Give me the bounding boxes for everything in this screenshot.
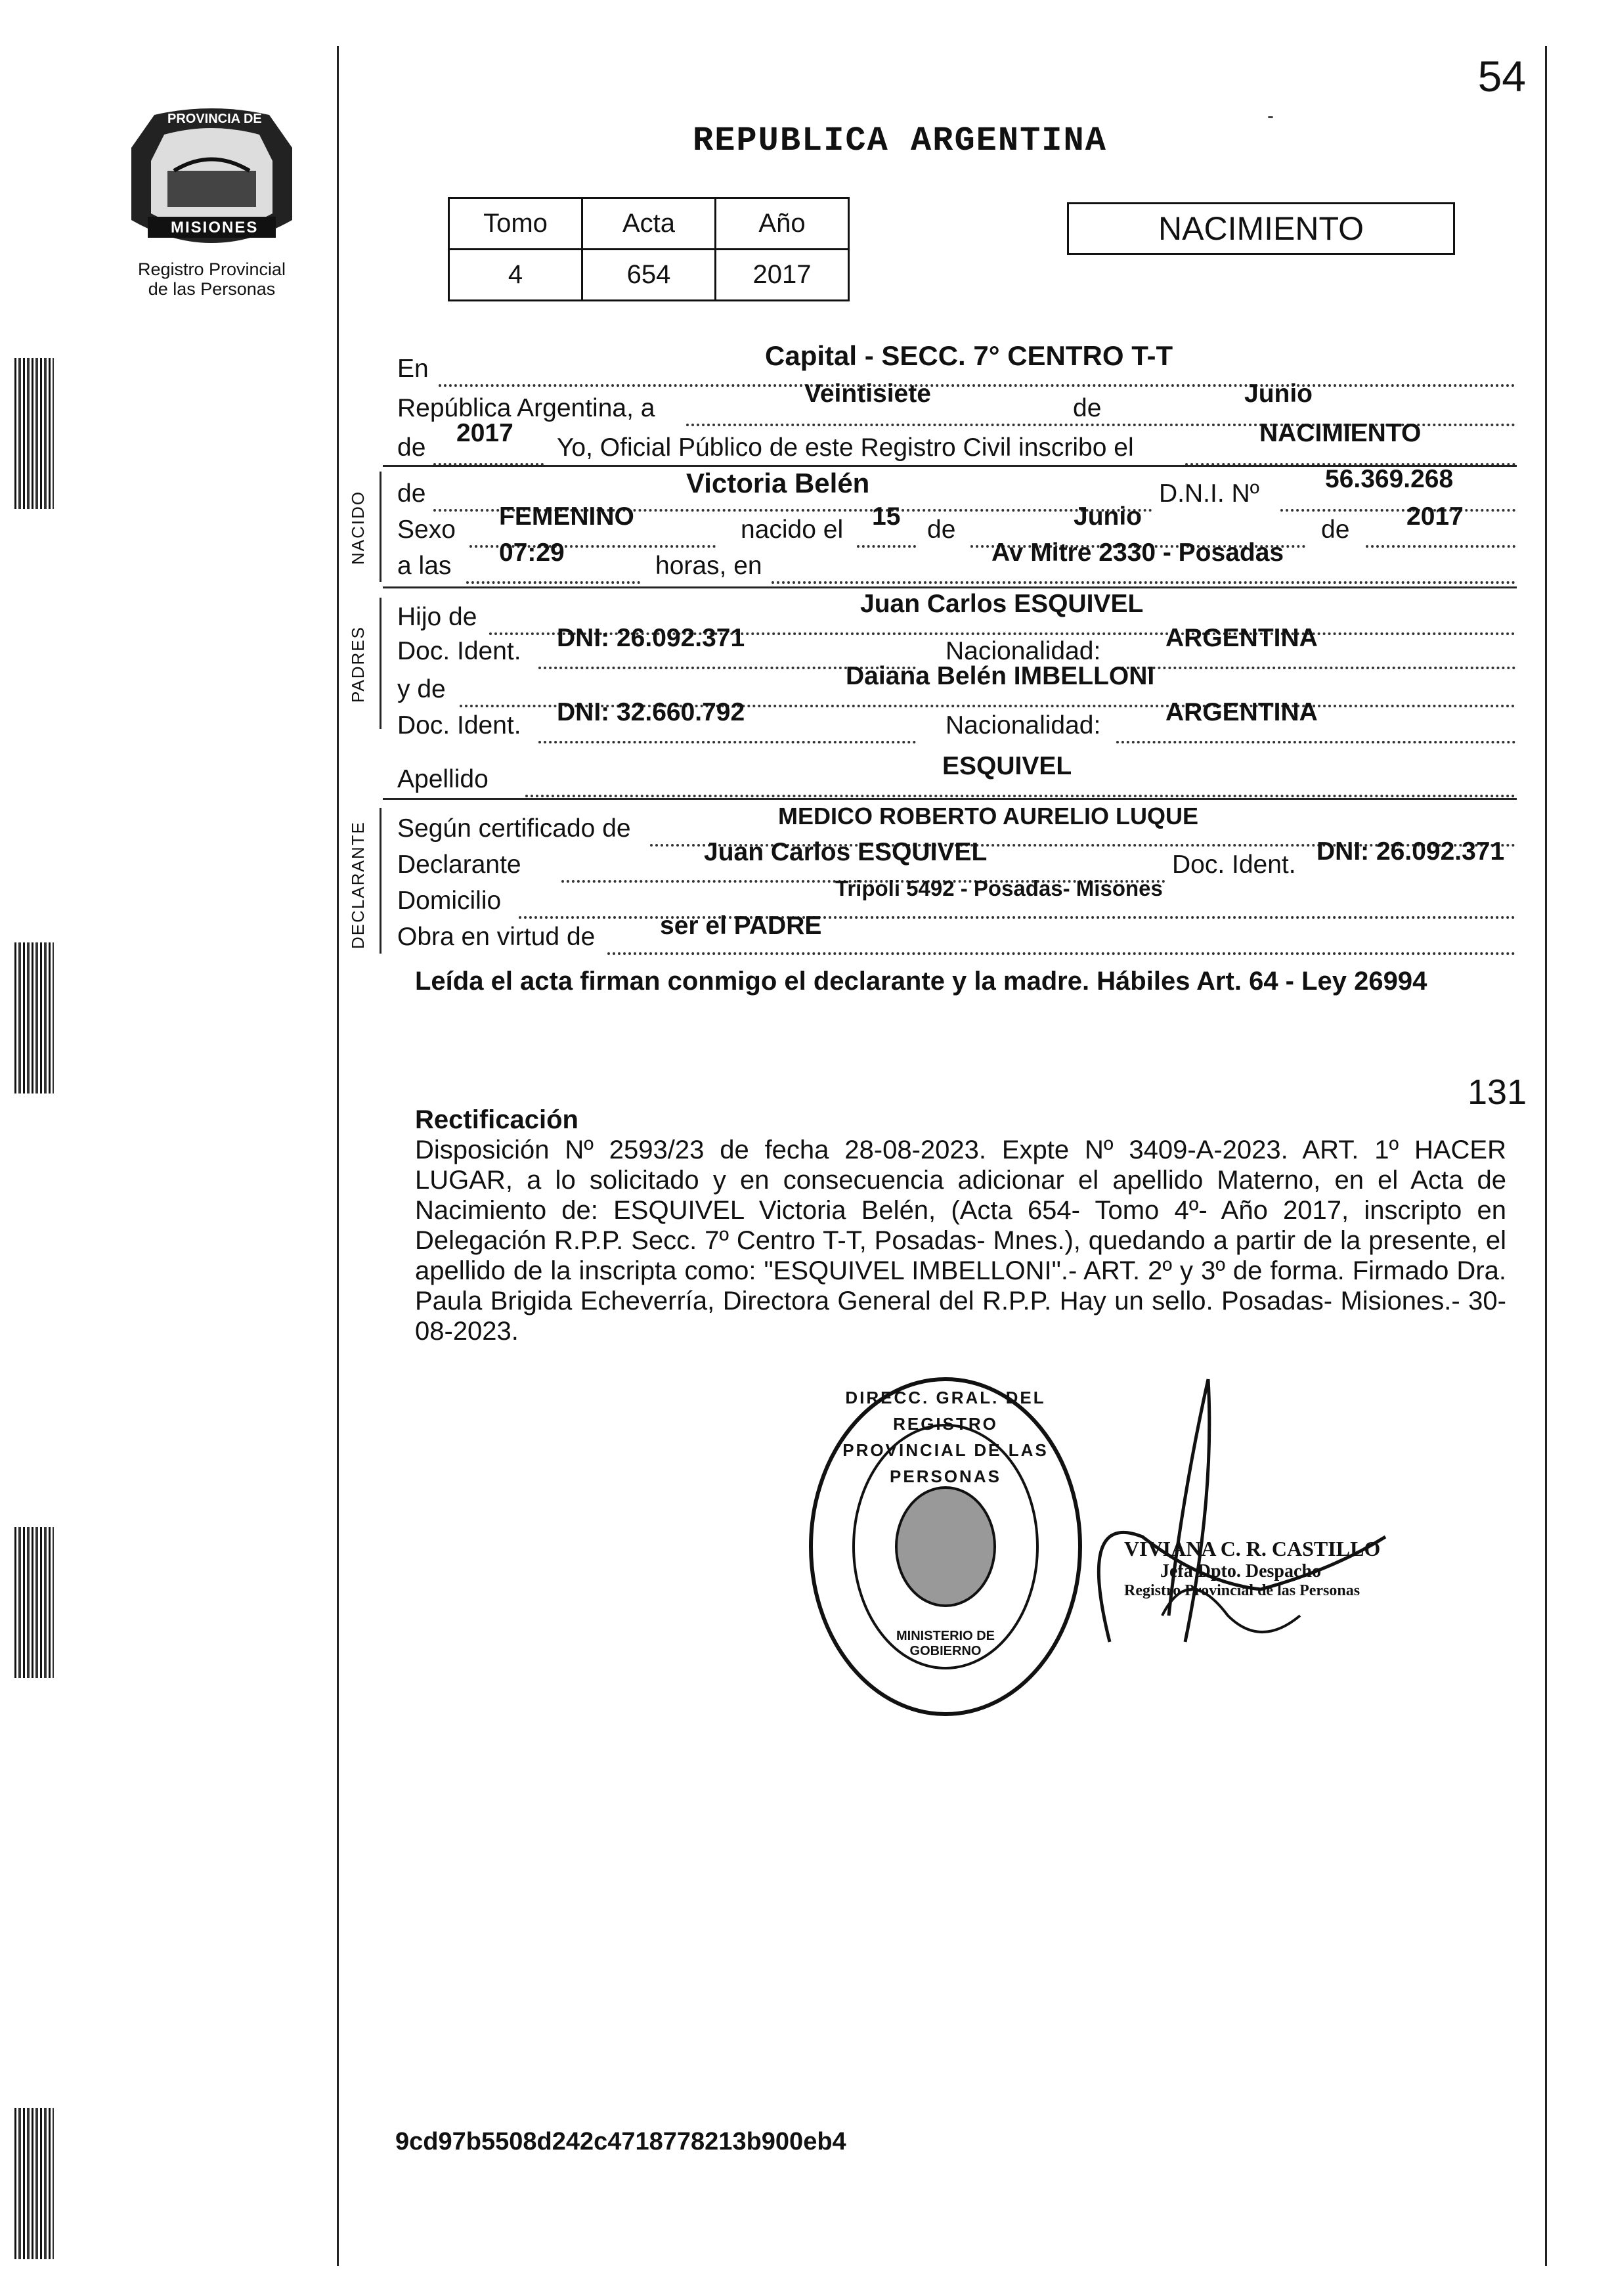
obra-value: ser el PADRE [660,912,822,940]
nacionalidad-label: Nacionalidad: [946,637,1101,665]
month-value: Junio [1244,380,1313,408]
dotted-line [772,581,1515,584]
mother-name: Daiana Belén IMBELLONI [846,662,1155,690]
table-header-anio: Año [716,198,849,250]
nacido-section-label: NACIDO [348,490,368,565]
dotted-line [1366,545,1515,548]
rectificacion-title: Rectificación [415,1105,578,1134]
nacionalidad-label: Nacionalidad: [946,711,1101,740]
scan-margin-mark [14,942,54,1093]
dni-label: D.N.I. Nº [1159,479,1259,508]
logo-text-top: PROVINCIA DE [167,112,262,126]
dotted-line [857,545,916,548]
year-value: 2017 [456,419,513,447]
section-separator [383,586,1517,588]
registry-label-line1: Registro Provincial [137,259,286,279]
signature-stamp [1124,1537,1380,1600]
doc-label: Doc. Ident. [1172,850,1296,879]
dotted-line [1280,509,1515,512]
father-name: Juan Carlos ESQUIVEL [860,590,1144,618]
section-bracket [380,598,381,729]
mother-doc: DNI: 32.660.792 [557,698,745,726]
obra-label: Obra en virtud de [397,923,596,951]
de-label: de [397,479,426,508]
dotted-line [1116,667,1515,669]
dotted-line [538,741,916,743]
dotted-line [607,952,1515,955]
father-nationality: ARGENTINA [1165,624,1318,652]
registry-label-line2: de las Personas [148,279,276,299]
registry-label [112,259,312,299]
record-table [448,197,850,301]
de2-label: de [397,433,426,462]
section-separator [383,798,1517,800]
signature-role: Jefa Dpto. Despacho [1160,1561,1321,1581]
page-number: 54 [1477,52,1526,100]
de-label: de [927,516,956,544]
signature-org: Registro Provincial de las Personas [1124,1582,1360,1599]
certificado-value: MEDICO ROBERTO AURELIO LUQUE [778,803,1199,829]
father-doc: DNI: 26.092.371 [557,624,745,652]
apellido-value: ESQUIVEL [942,752,1072,780]
declarante-doc: DNI: 26.092.371 [1316,837,1505,866]
declarante-label: Declarante [397,850,521,879]
table-value-anio: 2017 [716,250,849,301]
signature-name: VIVIANA C. R. CASTILLO [1124,1537,1381,1560]
logo-text-bottom: MISIONES [171,219,259,236]
table-value-tomo: 4 [449,250,582,301]
declarante-value: Juan Carlos ESQUIVEL [704,838,988,866]
padres-section-label: PADRES [348,626,368,703]
horas-label: horas, en [655,552,762,580]
de-label: de [1321,516,1350,544]
sexo-value: FEMENINO [499,502,634,531]
birth-day: 15 [872,502,901,531]
birth-time: 07:29 [499,539,565,567]
section-bracket [380,808,381,954]
rectificacion-number: 131 [1468,1072,1527,1112]
small-mark: - [1267,105,1274,127]
nacido-el-label: nacido el [741,516,844,544]
birth-year: 2017 [1406,502,1464,531]
table-header-tomo: Tomo [449,198,582,250]
dotted-line [525,795,1515,797]
document-hash: 9cd97b5508d242c4718778213b900eb4 [395,2128,846,2155]
de-label: de [1070,394,1104,423]
child-name: Victoria Belén [686,468,870,498]
declarante-section-label: DECLARANTE [348,821,368,949]
stamp-inner-text: MINISTERIO DE GOBIERNO [896,1629,995,1658]
country-title: REPUBLICA ARGENTINA [693,121,1107,160]
doc-label: Doc. Ident. [397,637,521,665]
record-type-box: NACIMIENTO [1067,202,1455,255]
right-margin-rule [1545,46,1547,2266]
signature [1083,1366,1412,1694]
domicilio-value: Tripoli 5492 - Posadas- Misones [835,876,1163,900]
birth-place: Av Mitre 2330 - Posadas [991,539,1284,567]
province-logo [115,108,309,263]
closing-text: Leída el acta firman conmigo el declarante y la madre. Hábiles Art. 64 - Ley 26994 [415,967,1427,996]
left-margin-rule [337,46,339,2266]
republica-label: República Argentina, a [397,394,655,422]
child-dni: 56.369.268 [1325,465,1454,493]
dotted-line [466,581,640,584]
scan-margin-mark [14,2108,54,2259]
rectificacion-body: Disposición Nº 2593/23 de fecha 28-08-2023. Expte Nº 3409-A-2023. ART. 1º HACER LUGAR, a lo solicitado y en consecuencia adicionar el apellido Materno, en el Acta de Nacimiento de: ESQUIVEL Victoria Belén, (Acta 654- Tomo 4º- Año 2017, inscripto en Delegación R.P.P. Secc. 7º Centro T-T, Posadas- Mnes.), quedando a partir de la presente, el apellido de la inscripta como: "ESQUIVEL IMBELLONI".- ART. 2º y 3º de forma. Firmado Dra. Paula Brigida Echeverría, Directora General del R.P.P. Hay un sello. Posadas- Misiones.- 30-08-2023. [415,1136,1506,1346]
table-value-acta: 654 [582,250,716,301]
a-las-label: a las [397,552,452,580]
mother-nationality: ARGENTINA [1165,698,1318,726]
en-value: Capital - SECC. 7° CENTRO T-T [765,340,1173,371]
certificado-label: Según certificado de [397,814,631,843]
domicilio-label: Domicilio [397,887,502,915]
dotted-line [1116,741,1515,743]
scan-margin-mark [14,358,54,509]
stamp-outer-text: DIRECC. GRAL. DEL REGISTRO PROVINCIAL DE LAS PERSONAS [842,1388,1049,1486]
dotted-line [439,384,1515,387]
section-bracket [380,472,381,582]
doc-label: Doc. Ident. [397,711,521,740]
table-header-acta: Acta [582,198,716,250]
day-value: Veintisiete [804,380,931,408]
scan-margin-mark [14,1527,54,1678]
signature-icon [1083,1366,1412,1694]
hijo-label: Hijo de [397,603,477,631]
type-value: NACIMIENTO [1259,419,1422,447]
apellido-label: Apellido [397,765,489,793]
yo-label: Yo, Oficial Público de este Registro Civil inscribo el [557,433,1134,462]
birth-month: Junio [1074,502,1142,531]
sexo-label: Sexo [397,516,456,544]
en-label: En [397,355,429,383]
y-de-label: y de [397,675,446,703]
